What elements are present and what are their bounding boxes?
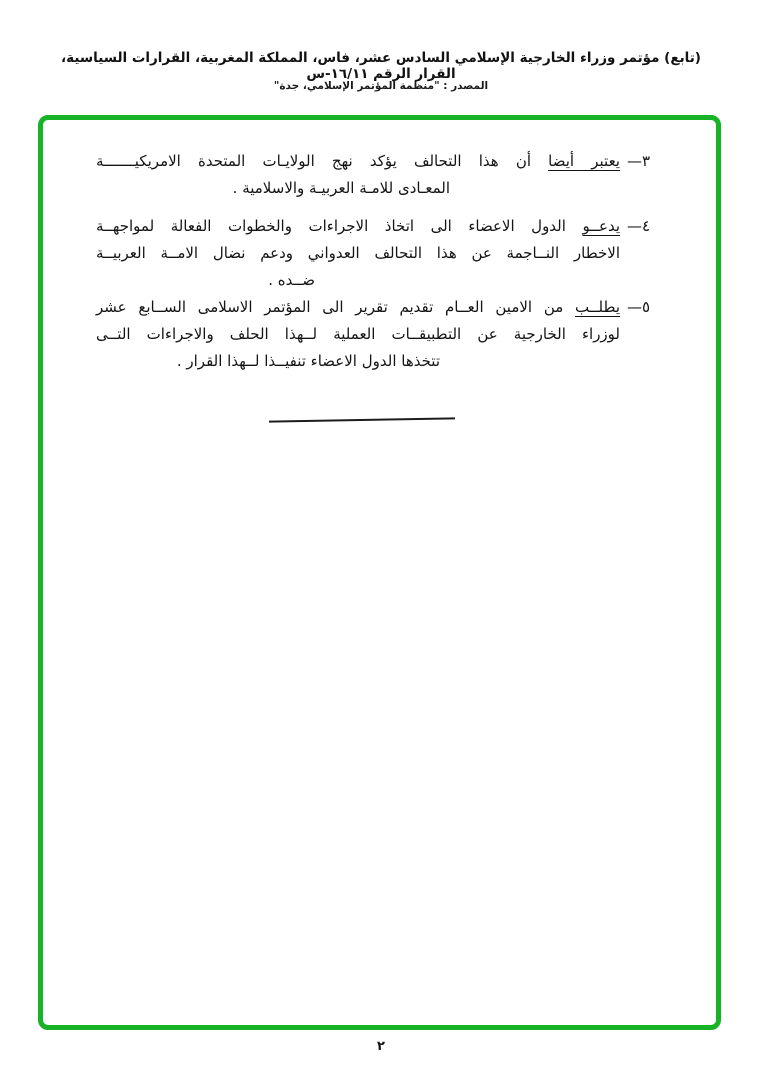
clause-3-line-1 <box>96 148 620 175</box>
resolution-body <box>43 120 716 421</box>
page-number: ٢ <box>377 1039 385 1054</box>
clause-4-line-3: ضــده . <box>268 271 315 289</box>
resolution-clause-3 <box>73 148 650 202</box>
clause-4-lead-word: يدعــو <box>582 217 620 235</box>
clause-3-text <box>96 148 620 202</box>
clause-3-line-2: المعـادى للامـة العربيـة والاسلامية . <box>232 179 450 197</box>
resolution-clause-5 <box>73 294 650 375</box>
clause-5-lead-word: يطلــب <box>575 298 620 316</box>
clause-4-line-1 <box>96 213 620 240</box>
clause-3-number: ٣— <box>626 152 650 170</box>
clause-4-line-2: الاخطار النــاجمة عن هذا التحالف العدواني ودعم نضال الامــة العربيــة <box>96 244 620 262</box>
clause-5-line-3: تتخذها الدول الاعضاء تنفيــذا لــهذا القرار . <box>176 352 440 370</box>
resolution-clause-4 <box>73 213 650 294</box>
closing-rule <box>268 417 454 422</box>
clause-5-line-1 <box>96 294 620 321</box>
clause-4-line-1-rest: الدول الاعضاء الى اتخاذ الاجراءات والخطوات الفعالة لمواجهــة <box>96 217 583 235</box>
document-source-line: المصدر : "منظمة المؤتمر الإسلامي، جدة" <box>273 80 489 92</box>
green-border-frame <box>38 115 721 1030</box>
clause-5-text <box>96 294 620 375</box>
clause-5-number: ٥— <box>626 298 650 316</box>
clause-4-number: ٤— <box>626 217 650 235</box>
document-header-title: (تابع) مؤتمر وزراء الخارجية الإسلامي السادس عشر، فاس، المملكة المغربية، القرارات السياسية، القرار الرقم ١٦/١١-س <box>61 50 701 82</box>
clause-5-line-2: لوزراء الخارجية عن التطبيقــات العملية لــهذا الحلف والاجراءات التــى <box>96 325 620 343</box>
clause-5-line-1-rest: من الامين العــام تقديم تقرير الى المؤتمر الاسلامى الســابع عشر <box>96 298 576 316</box>
clause-3-line-1-rest: أن هذا التحالف يؤكد نهج الولايـات المتحدة الامريكيـــــــة <box>96 152 549 170</box>
clause-4-text <box>96 213 620 294</box>
clause-3-lead-word: يعتبر أيضا <box>548 152 620 170</box>
